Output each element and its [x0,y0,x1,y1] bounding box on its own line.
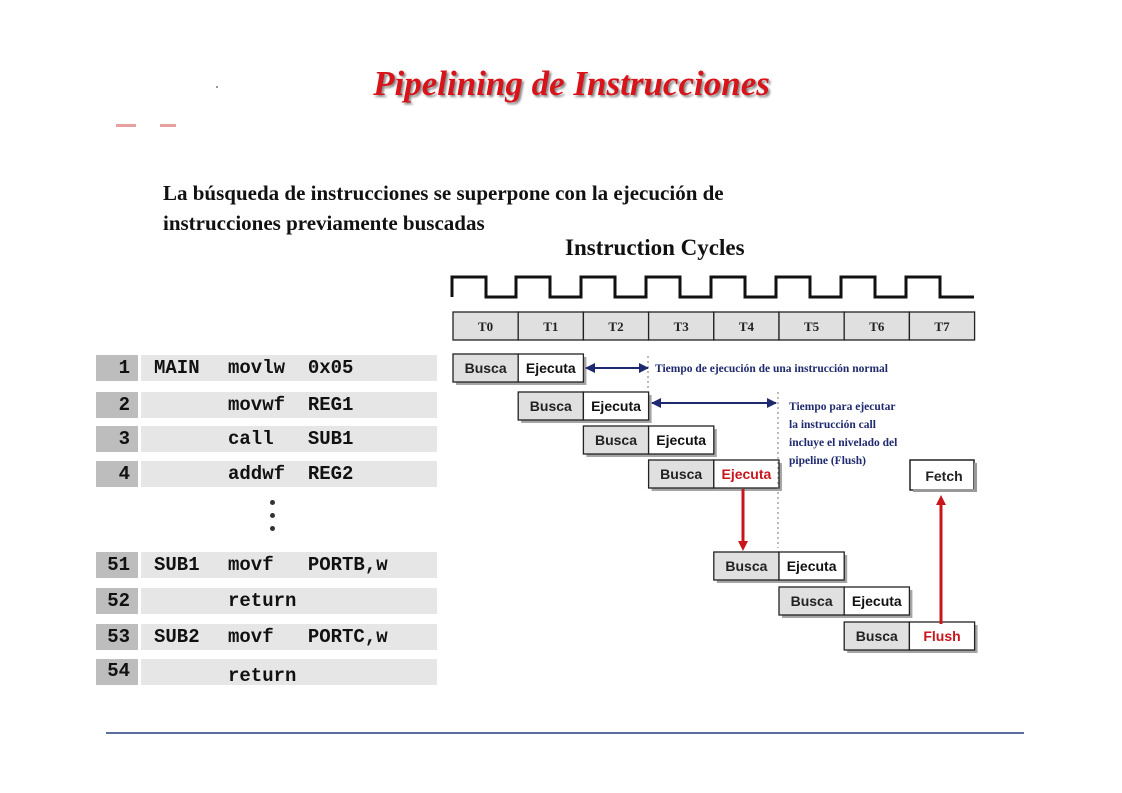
line-number: 2 [96,392,138,418]
cycles-title: Instruction Cycles [565,235,745,260]
exec-stage-label: Ejecuta [656,432,707,448]
exec-stage-label: Ejecuta [851,593,902,609]
line-instruction: call SUB1 [228,428,354,450]
exec-stage-label: Ejecuta [721,466,772,482]
line-label: MAIN [154,357,200,379]
cycle-label: T7 [934,319,950,334]
line-number: 1 [96,355,138,381]
cycle-label: T6 [869,319,885,334]
line-instruction: movlw 0x05 [228,357,354,379]
fetch-stage-label: Busca [725,558,768,574]
slide-title: Pipelining de Instrucciones [373,64,770,103]
note-call-4: pipeline (Flush) [789,455,867,467]
note-normal: Tiempo de ejecución de una instrucción normal [655,363,888,375]
cycle-label: T1 [543,319,559,334]
line-number: 54 [96,659,138,685]
intro-line-1: La búsqueda de instrucciones se superpone con la ejecución de [163,181,724,205]
line-instruction: addwf REG2 [228,463,354,485]
fetch-stage-label: Busca [855,628,898,644]
line-number: 52 [96,588,138,614]
fetch-stage-label: Busca [594,432,638,448]
line-instruction: movf PORTC,w [228,626,388,648]
exec-stage-label: Ejecuta [591,398,641,414]
cycle-label: T0 [478,319,494,334]
fetch-stage-label: Busca [660,466,703,482]
intro-line-2: instrucciones previamente buscadas [163,211,485,235]
line-label: SUB1 [154,554,200,576]
note-call-1: Tiempo para ejecutar [789,401,896,413]
footer-line [106,732,1024,734]
fetch-stage-label: Busca [529,398,572,414]
line-number: 53 [96,624,138,650]
line-instruction: return [228,590,297,612]
note-call-2: la instrucción call [789,419,876,431]
line-number: 3 [96,426,138,452]
stage-boxes [453,354,978,653]
cycle-label: T4 [738,319,754,334]
cycle-label: T5 [804,319,820,334]
note-call-3: incluye el nivelado del [789,437,898,449]
fetch-stage-label: Busca [790,593,833,609]
fetch-label: Fetch [925,468,963,484]
exec-stage-label: Flush [923,628,961,644]
fetch-stage-label: Busca [464,360,507,376]
line-instruction: movf PORTB,w [228,554,388,576]
exec-stage-label: Ejecuta [786,558,837,574]
line-label: SUB2 [154,626,200,648]
line-number: 51 [96,552,138,578]
exec-stage-label: Ejecuta [525,360,576,376]
line-number: 4 [96,461,138,487]
line-instruction: return [228,665,297,687]
clock-waveform [452,277,974,297]
cycle-label: T2 [608,319,624,334]
cycle-header [453,312,975,340]
cycle-label: T3 [673,319,689,334]
line-instruction: movwf REG1 [228,394,354,416]
